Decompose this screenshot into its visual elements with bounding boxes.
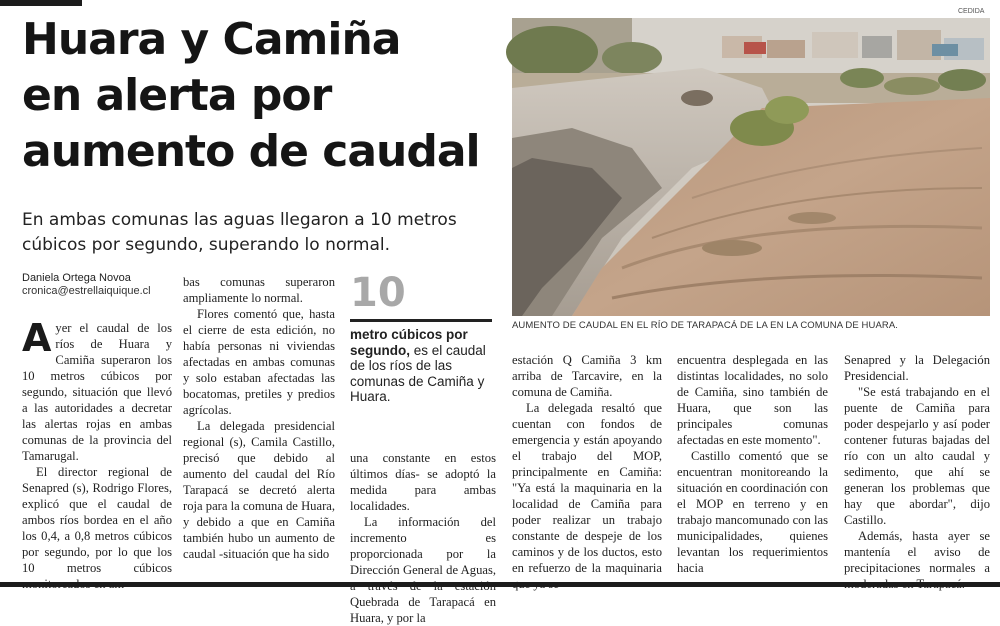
river-photo bbox=[512, 18, 990, 316]
paragraph: La delegada resaltó que cuentan con fondos de emergencia y están apoyando el trabajo del MOP, principalmente en Camiña: "Ya está la maquinaria en la localidad de Camiña para poder realizar un trabajo constante de despeje de los caminos y de los ductos, esto en refuerzo de la maquinaria bbox=[512, 401, 662, 575]
top-section-marker bbox=[0, 0, 82, 6]
photo-credit: CEDIDA bbox=[958, 8, 985, 15]
paragraph: Además, hasta ayer se mantenía el aviso de precipitaciones normales a bbox=[844, 529, 990, 575]
paragraph: Flores comentó que, hasta el cierre de esta edición, no había personas ni viviendas afectadas en ambas comunas y solo estaban afectadas las bocatomas, pretiles y predios agrícolas. bbox=[183, 307, 335, 417]
paragraph: encuentra desplegada en las distintas localidades, no solo de Camiña, sino también de Huara, que son las principales comunas afectadas en este momento". bbox=[677, 353, 828, 447]
paragraph: bas comunas superaron ampliamente lo normal. bbox=[183, 275, 335, 305]
article-column-2 bbox=[183, 274, 335, 562]
pullquote-bold: metro cúbicos por segundo, bbox=[350, 327, 468, 358]
paragraph: "Se está trabajando en el puente de Camiña para poder despejarlo y así poder contener futuras bajadas del río con un alto caudal y sedimento, que ahí se generan los problemas que hay que abordar", dijo Castillo. bbox=[844, 385, 990, 527]
pullquote-rule bbox=[350, 319, 492, 322]
article-column-4 bbox=[512, 352, 662, 592]
headline-line-1: Huara y Camiña bbox=[22, 14, 401, 65]
pullquote-text bbox=[350, 327, 495, 405]
photo-caption: AUMENTO DE CAUDAL EN EL RÍO DE TARAPACÁ DE LA EN LA COMUNA DE HUARA. bbox=[512, 320, 899, 331]
paragraph-text: yer el caudal de los ríos de Huara y Camiña superaron los 10 metros cúbicos por segundo, situación que llevó a las autoridades a decretar las alertas rojas en ambas comunas de la provincia del Tamarugal. bbox=[22, 321, 172, 463]
paragraph: Castillo comentó que se encuentran monitoreando la situación en coordinación con el MOP en terreno y en trabajo mancomunado con las municipalidades, quienes levantan los requerimientos hacia bbox=[677, 449, 828, 575]
article-column-5 bbox=[677, 352, 828, 576]
pullquote-number: 10 bbox=[350, 270, 406, 316]
paragraph: La información del incremento es proporcionada por la Dirección General de Aguas, Quebrada de Tarapacá en Huara, y por la bbox=[350, 515, 496, 625]
subheadline: En ambas comunas las aguas llegaron a 10 metros cúbicos por segundo, superando lo normal. bbox=[22, 210, 457, 255]
pullquote-rest: es el caudal de los ríos de las comunas de Camiña y Huara. bbox=[350, 342, 486, 404]
article-column-6 bbox=[844, 352, 990, 592]
paragraph: Senapred y la Delegación Presidencial. bbox=[844, 353, 990, 383]
paragraph: una constante en estos últimos días- se adoptó la medida para ambas localidades. bbox=[350, 451, 496, 513]
river-photo-illustration bbox=[512, 18, 990, 316]
paragraph: La delegada presidencial regional (s), Camila Castillo, precisó que debido al aumento del caudal del Río Tarapacá se decretó alerta roja para la comuna de Huara, y debido a que en Camiña también hubo un aumento de caudal -situación que ha sido bbox=[183, 419, 335, 561]
article-column-3 bbox=[350, 450, 496, 626]
headline-line-3: aumento de caudal bbox=[22, 126, 480, 177]
paragraph bbox=[22, 316, 172, 464]
article-column-1 bbox=[22, 316, 172, 592]
drop-cap: A bbox=[22, 316, 52, 360]
headline-line-2: en alerta por bbox=[22, 70, 332, 121]
byline-email[interactable]: cronica@estrellaiquique.cl bbox=[22, 285, 151, 297]
bottom-rule bbox=[0, 582, 1000, 587]
headline bbox=[22, 12, 502, 180]
paragraph: El director regional de Senapred (s), Rodrigo Flores, explicó que el caudal de ambos ríos bordea en el año los 0,4, a 0,8 metros cúbicos por segundo, por lo que los 10 metros cúbicos bbox=[22, 465, 172, 575]
paragraph: estación Q Camiña 3 km arriba de Tarcavire, en la comuna de Camiña. bbox=[512, 353, 662, 399]
top-section-strip bbox=[0, 0, 500, 6]
byline-author: Daniela Ortega Novoa bbox=[22, 272, 131, 284]
